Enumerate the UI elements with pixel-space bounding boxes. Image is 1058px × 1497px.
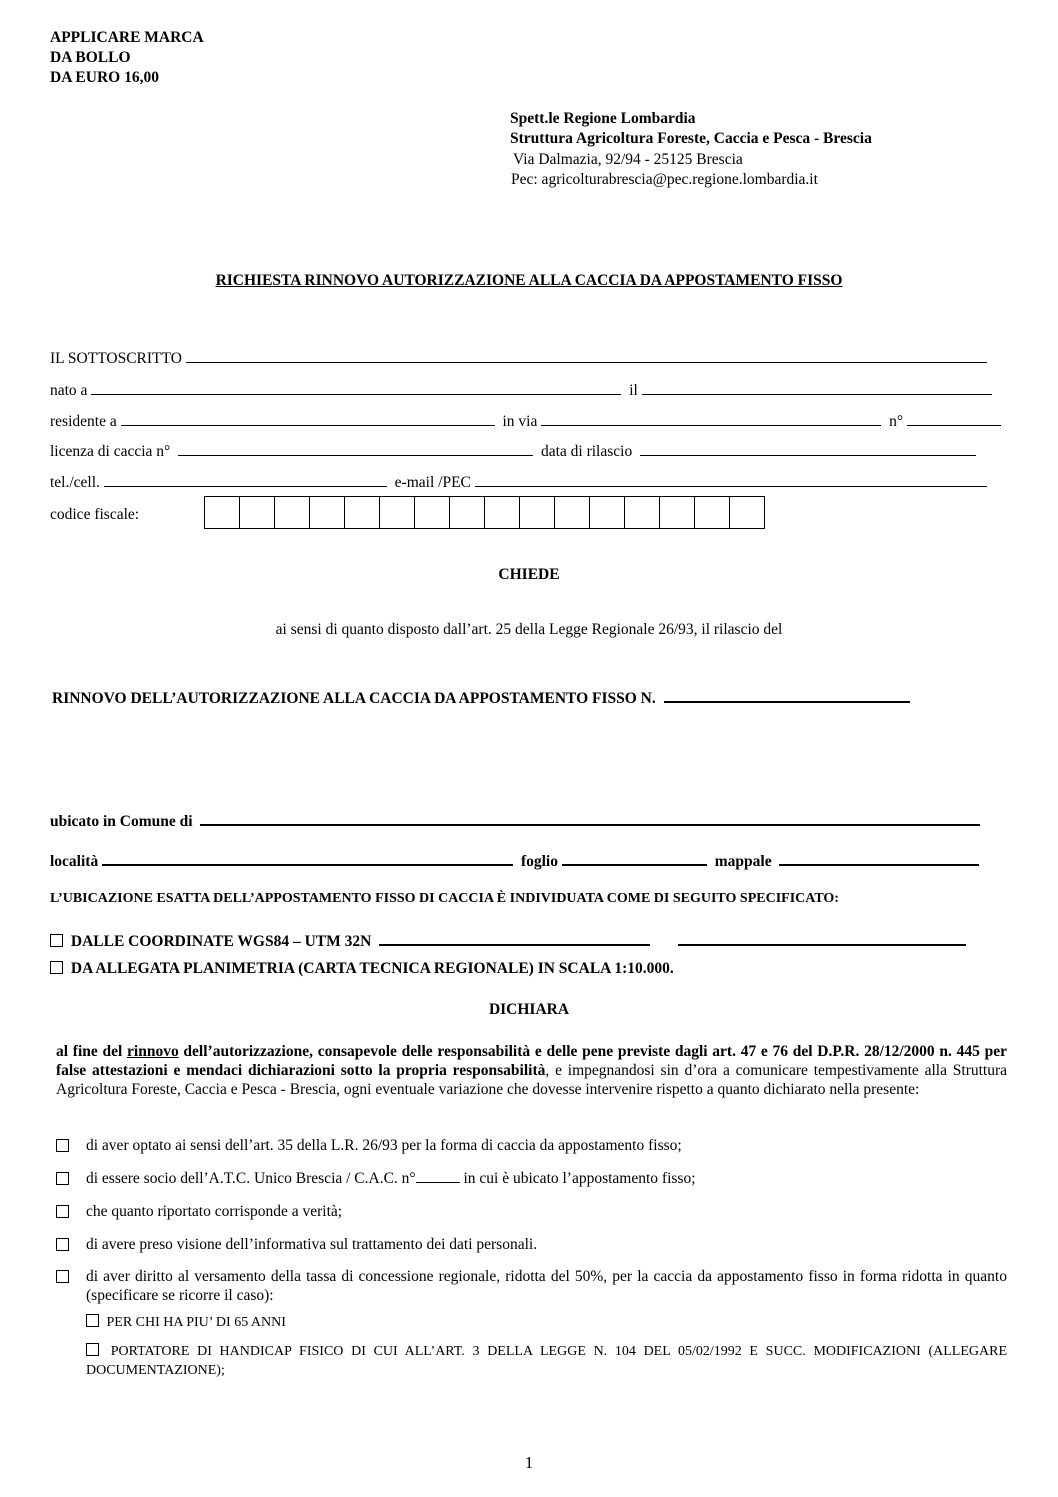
licenza-input-line[interactable] [178, 443, 533, 456]
cf-cell[interactable] [660, 497, 695, 529]
field-label: ubicato in Comune di [50, 813, 193, 830]
field-label: licenza di caccia n° [50, 443, 171, 460]
foglio-input-line[interactable] [562, 852, 707, 866]
cf-cell[interactable] [310, 497, 345, 529]
item-4-text: di avere preso visione dell’informativa sul trattamento dei dati personali. [86, 1236, 538, 1253]
checkbox-over-65[interactable] [86, 1314, 99, 1327]
field-label: e-mail /PEC [394, 474, 471, 491]
comune-input-line[interactable] [200, 812, 980, 826]
field-label: n° [889, 413, 904, 430]
checkbox-item-3[interactable] [56, 1205, 69, 1218]
localita-input-line[interactable] [102, 852, 513, 866]
data-rilascio-input-line[interactable] [640, 443, 976, 456]
page-number: 1 [524, 1453, 534, 1472]
cf-cell[interactable] [415, 497, 450, 529]
field-label: mappale [714, 853, 772, 870]
checkbox-item-4[interactable] [56, 1238, 69, 1251]
sub-option-handicap [86, 1342, 1007, 1380]
nato-a-input-line[interactable] [91, 382, 621, 395]
dichiara-rinnovo: rinnovo [127, 1043, 179, 1060]
field-label: data di rilascio [540, 443, 633, 460]
planimetria-label: DA ALLEGATA PLANIMETRIA (CARTA TECNICA REGIONALE) IN SCALA 1:10.000. [70, 960, 674, 977]
option-coordinate [50, 932, 966, 950]
checkbox-handicap[interactable] [86, 1343, 99, 1356]
field-label: il [629, 382, 638, 399]
checkbox-coordinate[interactable] [50, 934, 63, 947]
checkbox-planimetria[interactable] [50, 961, 63, 974]
residente-input-line[interactable] [121, 413, 495, 426]
rinnovo-line [52, 689, 910, 707]
dichiara-paragraph [56, 1042, 1007, 1099]
sub-option-65 [86, 1313, 1007, 1332]
field-sottoscritto [50, 350, 987, 367]
field-contatti [50, 474, 987, 491]
recipient-address: Via Dalmazia, 92/94 - 25125 Brescia [513, 151, 743, 168]
dichiara-bold-1: al fine del [56, 1043, 128, 1060]
field-licenza [50, 443, 976, 460]
cf-cell[interactable] [730, 497, 765, 529]
cf-cell[interactable] [345, 497, 380, 529]
sub-option-65-text: PER CHI HA PIU’ DI 65 ANNI [106, 1315, 286, 1330]
coordinate-label: DALLE COORDINATE WGS84 – UTM 32N [70, 933, 372, 950]
data-nascita-input-line[interactable] [642, 382, 992, 395]
dichiara-rest: , e impegnandosi sin d’ora a comunicare tempestivamente alla Struttura Agricoltura Foreste, Caccia e Pesca - Brescia, ogni eventuale variazione che dovesse intervenire rispetto a quanto dichiarato nella presente: [56, 1062, 1008, 1098]
field-label: IL SOTTOSCRITTO [50, 350, 182, 367]
field-label: tel./cell. [50, 474, 100, 491]
chiede-heading: CHIEDE [498, 566, 560, 583]
codice-fiscale-grid [204, 496, 765, 529]
field-residenza [50, 413, 1001, 430]
cf-cell[interactable] [625, 497, 660, 529]
tel-input-line[interactable] [104, 474, 387, 487]
item-2-text-b: in cui è ubicato l’appostamento fisso; [459, 1170, 696, 1187]
sottoscritto-input-line[interactable] [186, 350, 987, 363]
cf-cell[interactable] [275, 497, 310, 529]
cf-cell[interactable] [205, 497, 240, 529]
coordinate-y-input-line[interactable] [678, 932, 966, 946]
recipient-pec: Pec: agricolturabrescia@pec.regione.lombardia.it [511, 171, 818, 188]
ubicazione-text: L’UBICAZIONE ESATTA DELL’APPOSTAMENTO FISSO DI CACCIA È INDIVIDUATA COME DI SEGUITO SPECIFICATO: [50, 891, 839, 906]
dichiara-heading: DICHIARA [488, 1001, 570, 1018]
cf-cell[interactable] [695, 497, 730, 529]
email-input-line[interactable] [475, 474, 987, 487]
stamp-line-3: DA EURO 16,00 [50, 69, 159, 86]
field-label: foglio [520, 853, 558, 870]
option-planimetria [50, 961, 674, 977]
field-label: residente a [50, 413, 117, 430]
recipient-line-1: Spett.le Regione Lombardia [510, 110, 696, 127]
field-localita [50, 852, 979, 870]
cac-number-input-line[interactable] [416, 1170, 460, 1183]
item-3-text: che quanto riportato corrisponde a verità; [86, 1203, 343, 1220]
dichiara-bold-2: dell’autorizzazione, consapevole delle responsabilità e delle pene previste dagli art. 47 e 76 del D.P.R. 28/12/2000 n. 445 per false attestazioni e mendaci dichiarazioni sotto la propria responsabilità [56, 1043, 1007, 1079]
cf-cell[interactable] [520, 497, 555, 529]
field-label: località [50, 853, 99, 870]
via-input-line[interactable] [541, 413, 881, 426]
cf-cell[interactable] [485, 497, 520, 529]
checkbox-item-1[interactable] [56, 1139, 69, 1152]
document-title: RICHIESTA RINNOVO AUTORIZZAZIONE ALLA CACCIA DA APPOSTAMENTO FISSO [215, 272, 843, 289]
cf-cell[interactable] [590, 497, 625, 529]
numero-appostamento-input-line[interactable] [664, 689, 910, 703]
item-1-text: di aver optato ai sensi dell’art. 35 della L.R. 26/93 per la forma di caccia da appostamento fisso; [86, 1137, 682, 1154]
cf-cell[interactable] [450, 497, 485, 529]
item-2-text [86, 1169, 1007, 1188]
item-2-text-a: di essere socio dell’A.T.C. Unico Brescia / C.A.C. n° [86, 1170, 416, 1187]
rinnovo-label: RINNOVO DELL’AUTORIZZAZIONE ALLA CACCIA DA APPOSTAMENTO FISSO N. [52, 690, 656, 707]
field-comune [50, 812, 980, 830]
field-label: nato a [50, 382, 88, 399]
civico-input-line[interactable] [907, 413, 1001, 426]
item-5-text: di aver diritto al versamento della tassa di concessione regionale, ridotta del 50%, per la caccia da appostamento fisso in forma ridotta in quanto (specificare se ricorre il caso): [86, 1268, 1007, 1304]
stamp-line-2: DA BOLLO [50, 49, 131, 66]
checkbox-item-5[interactable] [56, 1270, 69, 1283]
stamp-line-1: APPLICARE MARCA [50, 29, 204, 46]
field-label: in via [502, 413, 538, 430]
cf-cell[interactable] [240, 497, 275, 529]
recipient-line-2: Struttura Agricoltura Foreste, Caccia e Pesca - Brescia [510, 130, 872, 147]
checkbox-item-2[interactable] [56, 1172, 69, 1185]
mappale-input-line[interactable] [779, 852, 979, 866]
chiede-text: ai sensi di quanto disposto dall’art. 25 della Legge Regionale 26/93, il rilascio del [275, 621, 783, 638]
coordinate-x-input-line[interactable] [379, 932, 650, 946]
field-codice-fiscale-label: codice fiscale: [50, 506, 140, 523]
sub-option-handicap-text: PORTATORE DI HANDICAP FISICO DI CUI ALL’ART. 3 DELLA LEGGE N. 104 DEL 05/02/1992 E SUCC. MODIFICAZIONI (ALLEGARE DOCUMENTAZIONE); [86, 1344, 1007, 1378]
cf-cell[interactable] [380, 497, 415, 529]
field-nato [50, 382, 992, 399]
cf-cell[interactable] [555, 497, 590, 529]
